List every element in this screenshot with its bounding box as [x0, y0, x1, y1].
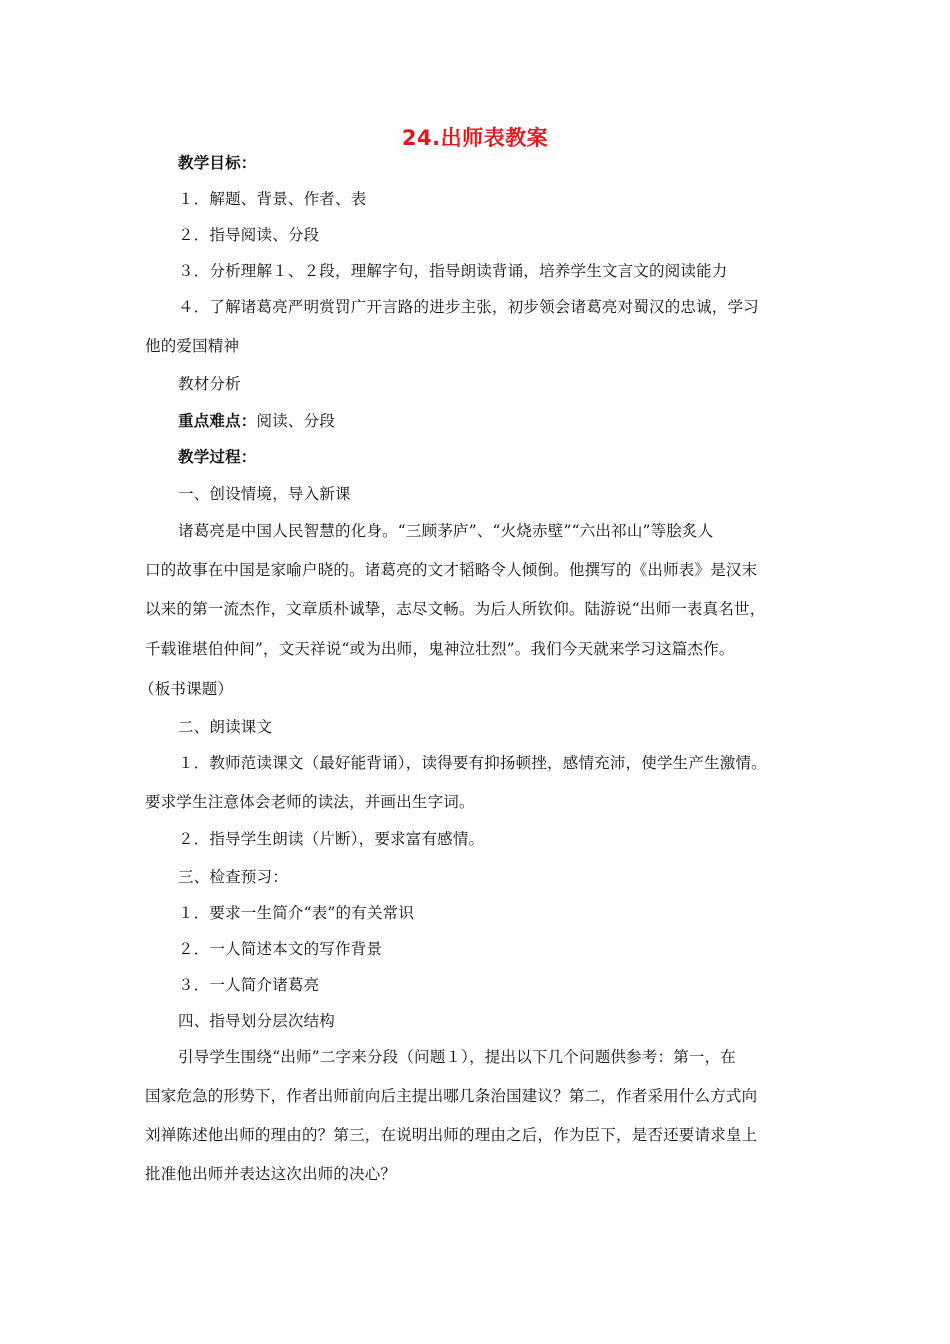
board-title-note: （板书课题）	[139, 680, 234, 698]
goal-item-4: ４．了解诸葛亮严明赏罚广开言路的进步主张，初步领会诸葛亮对蜀汉的忠诚，学习	[178, 298, 759, 316]
preview-item-1: １．要求一生简介“表”的有关常识	[178, 904, 415, 922]
heading-teaching-process: 教学过程：	[178, 447, 257, 466]
goal-item-1: １．解题、背景、作者、表	[178, 190, 367, 208]
paragraph-intro-line-2: 口的故事在中国是家喻户晓的。诸葛亮的文才韬略令人倾倒。他撰写的《出师表》是汉末	[145, 561, 758, 579]
page-title: 24.出师表教案	[401, 126, 549, 150]
paragraph-structure-line-3: 刘禅陈述他出师的理由的？第三，在说明出师的理由之后，作为臣下，是否还要请求皇上	[145, 1126, 758, 1144]
step-3-heading: 三、检查预习：	[178, 868, 288, 886]
reading-item-1: １．教师范读课文（最好能背诵），读得要有抑扬顿挫，感情充沛，使学生产生激情。	[178, 754, 767, 772]
paragraph-intro-line-3: 以来的第一流杰作，文章质朴诚挚，志尽文畅。为后人所钦仰。陆游说“出师一表真名世，	[145, 600, 766, 618]
step-1-heading: 一、创设情境，导入新课	[178, 485, 351, 503]
paragraph-structure-line-4: 批准他出师并表达这次出师的决心？	[145, 1165, 397, 1183]
paragraph-intro-line-4: 千载谁堪伯仲间”，文天祥说“或为出师，鬼神泣壮烈”。我们今天就来学习这篇杰作。	[145, 640, 735, 658]
preview-item-3: ３．一人简介诸葛亮	[178, 976, 320, 994]
paragraph-intro-line-1: 诸葛亮是中国人民智慧的化身。“三顾茅庐”、“火烧赤壁”“六出祁山”等脍炙人	[178, 522, 714, 540]
goal-item-3: ３．分析理解１、２段，理解字句，指导朗读背诵，培养学生文言文的阅读能力	[178, 262, 728, 280]
heading-teaching-goals: 教学目标：	[178, 153, 257, 172]
goal-item-2: ２．指导阅读、分段	[178, 226, 320, 244]
step-4-heading: 四、指导划分层次结构	[178, 1012, 336, 1030]
goal-item-4-continued: 他的爱国精神	[145, 337, 240, 355]
step-2-heading: 二、朗读课文	[178, 718, 273, 736]
reading-item-2: ２．指导学生朗读（片断），要求富有感情。	[178, 830, 485, 848]
paragraph-structure-line-2: 国家危急的形势下，作者出师前向后主提出哪几条治国建议？第二，作者采用什么方式向	[145, 1087, 758, 1105]
key-difficulties-label: 重点难点：	[178, 411, 257, 430]
key-difficulties	[178, 410, 335, 432]
paragraph-structure-line-1: 引导学生围绕“出师”二字来分段（问题１），提出以下几个问题供参考：第一，在	[178, 1048, 737, 1066]
preview-item-2: ２．一人简述本文的写作背景	[178, 940, 383, 958]
key-difficulties-text: 阅读、分段	[256, 412, 336, 430]
section-material-analysis: 教材分析	[178, 375, 241, 393]
reading-item-1-continued: 要求学生注意体会老师的读法，并画出生字词。	[145, 793, 475, 811]
